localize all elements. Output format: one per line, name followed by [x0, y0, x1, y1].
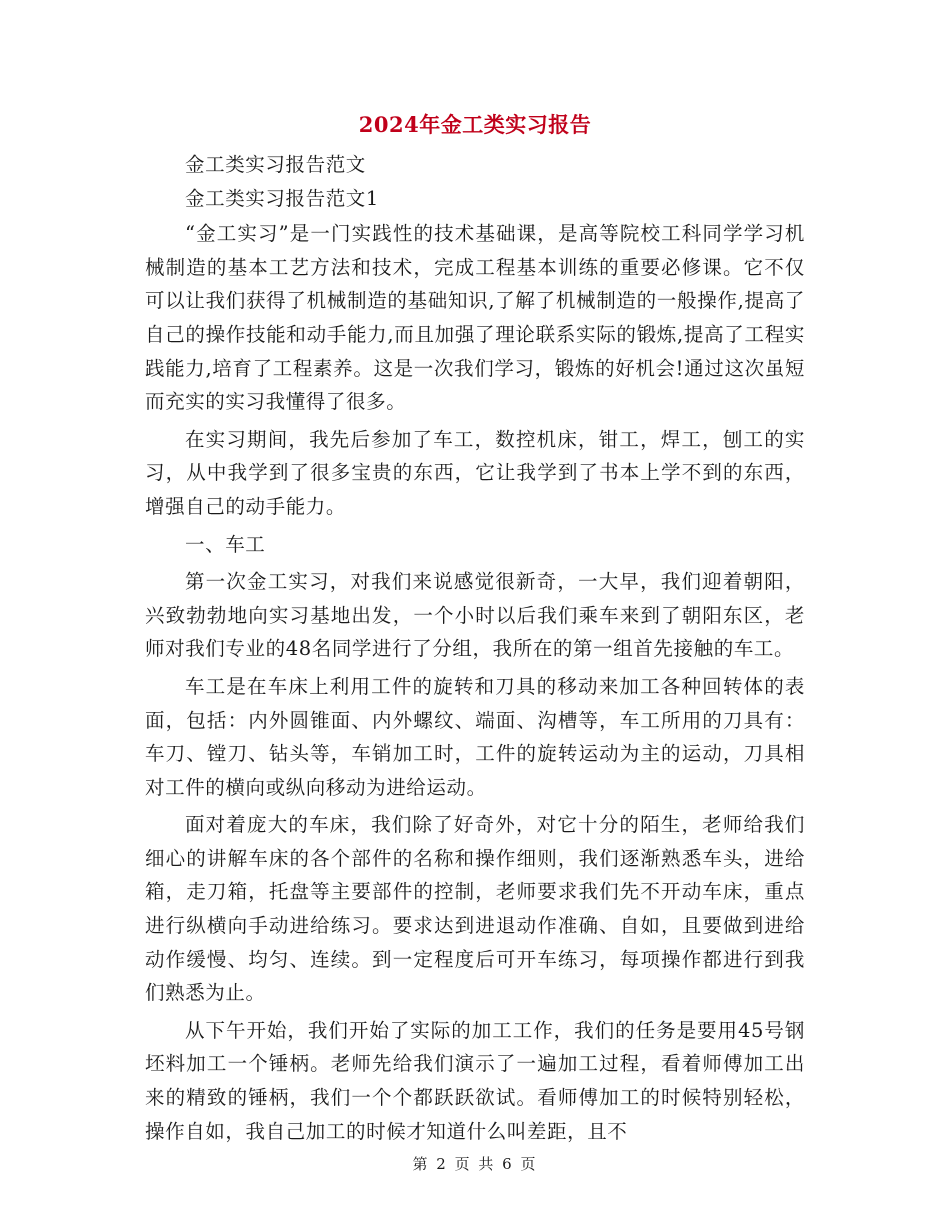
heading-1: 金工类实习报告范文	[185, 153, 366, 176]
section-heading-lathe: 一、车工	[185, 532, 266, 556]
paragraph-afternoon: 从下午开始，我们开始了实际的加工工作，我们的任务是要用45号钢坯料加工一个锤柄。老师先给我们演示了一遍加工过程，看着师傅加工出来的精致的锤柄，我们一个个都跃跃欲试。看师傅加工的时候特别轻松，操作自如，我自己加工的时候才知道什么叫差距，且不	[145, 1018, 805, 1143]
document-title: 2024年金工类实习报告	[358, 112, 592, 137]
heading-2: 金工类实习报告范文1	[185, 186, 379, 210]
paragraph-lathe-definition: 车工是在车床上利用工件的旋转和刀具的移动来加工各种回转体的表面，包括：内外圆锥面、内外螺纹、端面、沟槽等，车工所用的刀具有：车刀、镗刀、钻头等，车销加工时，工件的旋转运动为主的运动，刀具相对工件的横向或纵向移动为进给运动。	[145, 674, 805, 799]
paragraph-intro: “金工实习”是一门实践性的技术基础课，是高等院校工科同学学习机械制造的基本工艺方法和技术，完成工程基本训练的重要必修课。它不仅可以让我们获得了机械制造的基础知识,了解了机械制造的一般操作,提高了自己的操作技能和动手能力,而且加强了理论联系实际的锻炼,提高了工程实践能力,培育了工程素养。这是一次我们学习，锻炼的好机会!通过这次虽短而充实的实习我懂得了很多。	[145, 222, 805, 414]
paragraph-overview: 在实习期间，我先后参加了车工，数控机床，钳工，焊工，刨工的实习，从中我学到了很多宝贵的东西，它让我学到了书本上学不到的东西，增强自己的动手能力。	[145, 427, 805, 518]
page-footer: 第 2 页 共 6 页	[412, 1155, 538, 1173]
paragraph-first-day: 第一次金工实习，对我们来说感觉很新奇，一大早，我们迎着朝阳，兴致勃勃地向实习基地出发，一个小时以后我们乘车来到了朝阳东区，老师对我们专业的48名同学进行了分组，我所在的第一组首先接触的车工。	[145, 570, 805, 661]
document-page	[145, 108, 805, 1152]
paragraph-lathe-training: 面对着庞大的车床，我们除了好奇外，对它十分的陌生，老师给我们细心的讲解车床的各个部件的名称和操作细则，我们逐渐熟悉车头，进给箱，走刀箱，托盘等主要部件的控制，老师要求我们先不开动车床，重点进行纵横向手动进给练习。要求达到进退动作准确、自如，且要做到进给动作缓慢、均匀、连续。到一定程度后可开车练习，每项操作都进行到我们熟悉为止。	[145, 813, 805, 1005]
